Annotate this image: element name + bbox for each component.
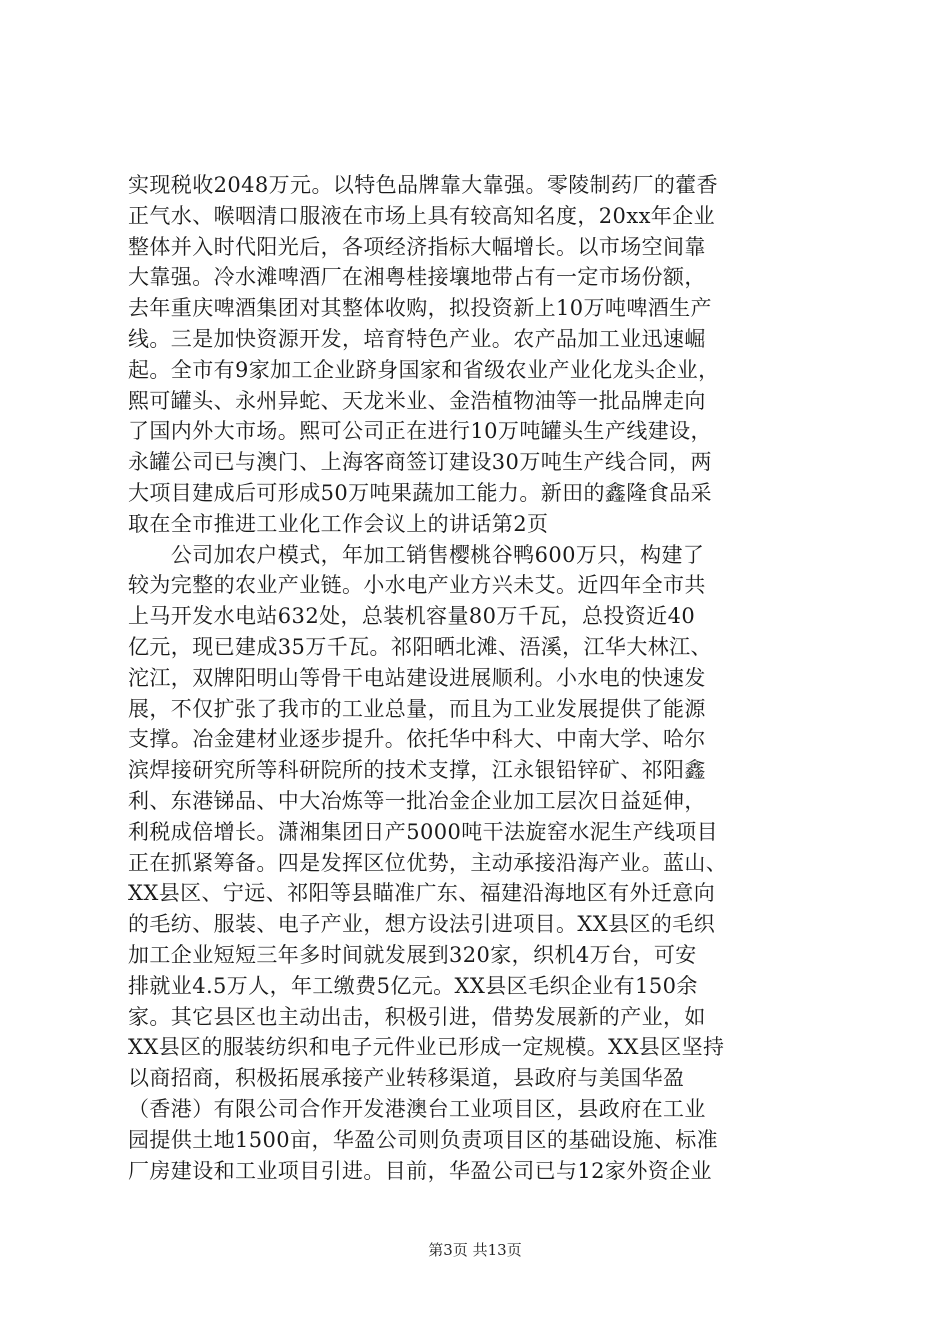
text-line: 起。全市有9家加工企业跻身国家和省级农业产业化龙头企业， <box>128 357 720 382</box>
text-line: XX县区、宁远、祁阳等县瞄准广东、福建沿海地区有外迁意向 <box>128 881 716 906</box>
text-line: 沱江，双牌阳明山等骨干电站建设进展顺利。小水电的快速发 <box>128 665 706 690</box>
text-line: 正在抓紧筹备。四是发挥区位优势，主动承接沿海产业。蓝山、 <box>128 850 728 875</box>
text-line: XX县区的服装纺织和电子元件业已形成一定规模。XX县区坚持 <box>128 1035 725 1060</box>
text-line: 利、东港锑品、中大冶炼等一批冶金企业加工层次日益延伸， <box>128 788 706 813</box>
text-line: 永罐公司已与澳门、上海客商签订建设30万吨生产线合同，两 <box>128 450 712 475</box>
text-line: 整体并入时代阳光后，各项经济指标大幅增长。以市场空间靠 <box>128 234 706 259</box>
body-text <box>128 170 833 1186</box>
text-line: 厂房建设和工业项目引进。目前，华盈公司已与12家外资企业 <box>128 1158 712 1183</box>
text-line: 利税成倍增长。潇湘集团日产5000吨干法旋窑水泥生产线项目 <box>128 819 719 844</box>
text-line: 熙可罐头、永州异蛇、天龙米业、金浩植物油等一批品牌走向 <box>128 388 706 413</box>
text-line: 滨焊接研究所等科研院所的技术支撑，江永银铅锌矿、祁阳鑫 <box>128 758 706 783</box>
text-line: 排就业4.5万人，年工缴费5亿元。XX县区毛织企业有150余 <box>128 973 698 998</box>
text-line: 实现税收2048万元。以特色品牌靠大靠强。零陵制药厂的藿香 <box>128 173 719 197</box>
text-line: 了国内外大市场。熙可公司正在进行10万吨罐头生产线建设， <box>128 419 712 444</box>
text-line: 取在全市推进工业化工作会议上的讲话第2页 <box>128 511 549 536</box>
text-line: 上马开发水电站632处，总装机容量80万千瓦，总投资近40 <box>128 604 696 629</box>
text-line: 去年重庆啤酒集团对其整体收购，拟投资新上10万吨啤酒生产 <box>128 296 712 321</box>
text-line: 大项目建成后可形成50万吨果蔬加工能力。新田的鑫隆食品采 <box>128 480 712 505</box>
text-line: 亿元，现已建成35万千瓦。祁阳晒北滩、浯溪，江华大林江、 <box>128 634 712 659</box>
text-line: 正气水、喉咽清口服液在市场上具有较高知名度，20xx年企业 <box>128 203 716 228</box>
text-line: 加工企业短短三年多时间就发展到320家，织机4万台，可安 <box>128 942 697 967</box>
text-line: 园提供土地1500亩，华盈公司则负责项目区的基础设施、标准 <box>128 1127 719 1152</box>
text-line: （香港）有限公司合作开发港澳台工业项目区，县政府在工业 <box>128 1096 706 1121</box>
text-line: 家。其它县区也主动出击，积极引进，借势发展新的产业，如 <box>128 1004 706 1029</box>
text-line: 大靠强。冷水滩啤酒厂在湘粤桂接壤地带占有一定市场份额， <box>128 265 706 290</box>
text-line: 较为完整的农业产业链。小水电产业方兴未艾。近四年全市共 <box>128 573 706 598</box>
page-number-label: 第3页 共13页 <box>428 1241 522 1259</box>
text-line: 线。三是加快资源开发，培育特色产业。农产品加工业迅速崛 <box>128 326 706 351</box>
text-line: 以商招商，积极拓展承接产业转移渠道，县政府与美国华盈 <box>128 1066 685 1091</box>
page-footer <box>0 1240 950 1260</box>
text-line: 的毛纺、服装、电子产业，想方设法引进项目。XX县区的毛织 <box>128 912 716 937</box>
text-line: 公司加农户模式，年加工销售樱桃谷鸭600万只，构建了 <box>128 542 705 567</box>
text-line: 展，不仅扩张了我市的工业总量，而且为工业发展提供了能源 <box>128 696 706 721</box>
text-line: 支撑。冶金建材业逐步提升。依托华中科大、中南大学、哈尔 <box>128 727 706 752</box>
